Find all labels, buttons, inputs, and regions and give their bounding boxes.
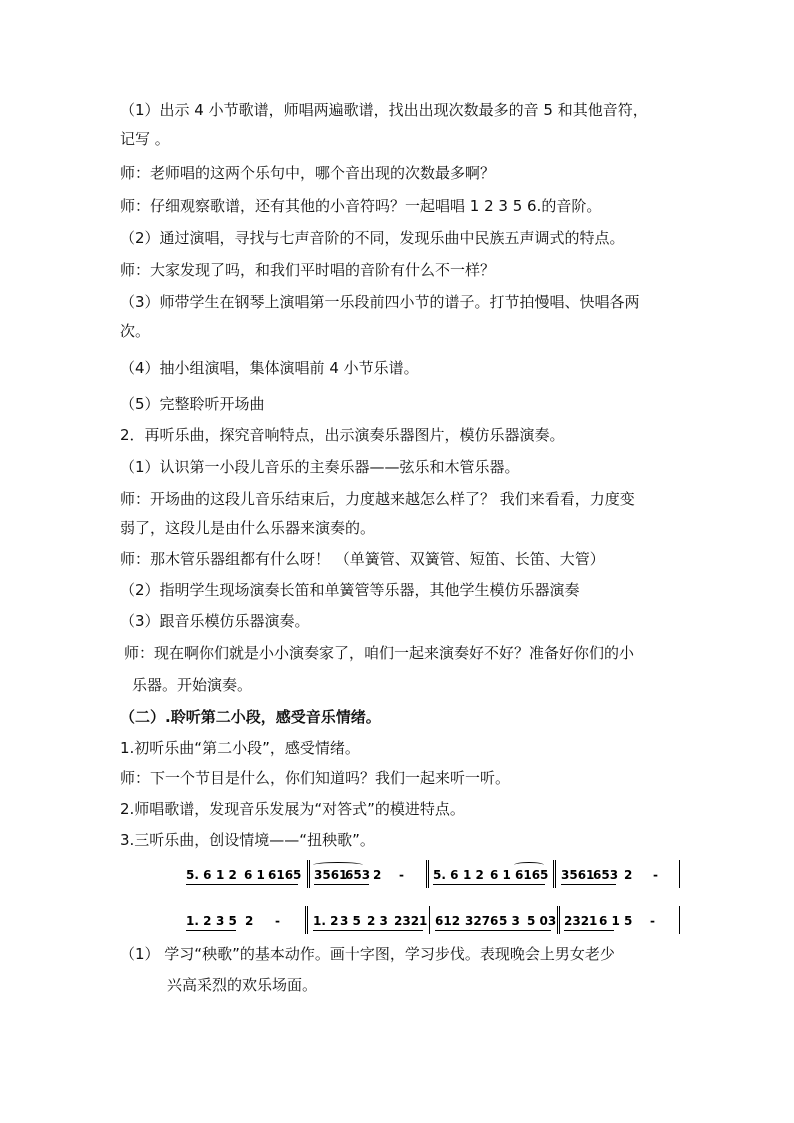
barline [679,906,680,934]
score-note: 6 1 [599,914,620,928]
score-note: 1. 2 [313,914,339,928]
score-note: 2 [624,868,633,882]
score-note: 1 2 [463,868,484,882]
score-note: - [650,914,655,928]
score-note: 3 5 [216,914,237,928]
double-barline [305,906,308,934]
score-note: 5. 6 [433,868,459,882]
paragraph-line: 2.师唱歌谱，发现音乐发展为“对答式”的模进特点。 [120,800,465,818]
score-note: 5 [624,914,633,928]
paragraph-line: （4）抽小组演唱，集体演唱前 4 小节乐谱。 [120,359,419,377]
score-note: 6 1 [244,868,265,882]
note-underline [314,884,369,885]
score-row-2 [183,906,683,938]
score-note: 5 3 [499,914,520,928]
score-note: 1 2 [216,868,237,882]
paragraph-line: （2）指明学生现场演奏长笛和单簧管等乐器，其他学生模仿乐器演奏 [120,581,580,599]
paragraph-line: 师：那木管乐器组都有什么呀！ （单簧管、双簧管、短笛、长笛、大管） [120,550,605,568]
paragraph-line: （3）师带学生在钢琴上演唱第一乐段前四小节的谱子。打节拍慢唱、快唱各两 [120,293,640,311]
paragraph-line: 师：大家发现了吗，和我们平时唱的音阶有什么不一样？ [120,261,496,279]
paragraph-line: 1.初听乐曲“第二小段”，感受情绪。 [120,739,360,757]
score-note: 3561 [314,868,348,882]
note-underline [186,930,236,931]
note-underline [561,884,616,885]
score-note: 2321 [564,914,598,928]
double-barline [557,906,560,934]
paragraph-line: 兴高采烈的欢乐场面。 [167,976,318,994]
note-underline [433,884,545,885]
double-barline [307,860,310,888]
score-note: 3 5 [340,914,361,928]
score-note: 6165 [268,868,302,882]
paragraph-line: 弱了，这段儿是由什么乐器来演奏的。 [120,519,376,537]
paragraph-line: 2．再听乐曲，探究音响特点，出示演奏乐器图片，模仿乐器演奏。 [120,426,565,444]
score-note: 2321 [394,914,428,928]
score-note: 3276 [465,914,499,928]
paragraph-line: 师：开场曲的这段儿音乐结束后，力度越来越怎么样了？ 我们来看看，力度变 [120,490,635,508]
paragraph-line: 3.三听乐曲，创设情境——“扭秧歌”。 [120,831,375,849]
score-note: 612 [435,914,461,928]
note-underline [435,930,551,931]
paragraph-line: 师：下一个节目是什么，你们知道吗？我们一起来听一听。 [120,769,511,787]
paragraph-line: （5）完整聆听开场曲 [120,395,265,413]
paragraph-line: 记写 。 [120,130,170,148]
paragraph-line: 师：老师唱的这两个乐句中，哪个音出现的次数最多啊？ [120,164,496,182]
score-note: 5. 6 [186,868,212,882]
note-underline [564,930,614,931]
score-note: 653 [593,868,619,882]
score-note: 2 [245,914,254,928]
score-note: 5 03 [527,914,557,928]
paragraph-line: （2）通过演唱，寻找与七声音阶的不同，发现乐曲中民族五声调式的特点。 [120,229,625,247]
score-note: - [275,914,280,928]
paragraph-line: 师：现在啊你们就是小小演奏家了，咱们一起来演奏好不好？准备好你们的小 [124,644,635,662]
score-note: 2 [373,868,382,882]
paragraph-line: 次。 [120,322,151,340]
paragraph-line: （3）跟音乐模仿乐器演奏。 [120,612,310,630]
score-note: 2 3 [367,914,388,928]
paragraph-line: 乐器。开始演奏。 [132,676,253,694]
paragraph-line: （1） 学习“秧歌”的基本动作。画十字图，学习步伐。表现晚会上男女老少 [120,945,615,963]
score-note: 3561 [561,868,595,882]
score-row-1 [183,860,683,892]
score-note: 6165 [515,868,549,882]
paragraph-line: （1）出示 4 小节歌谱，师唱两遍歌谱，找出出现次数最多的音 5 和其他音符， [120,101,648,119]
score-note: 6 1 [490,868,511,882]
score-note: 653 [345,868,371,882]
score-note: - [399,868,404,882]
double-barline [553,860,556,888]
score-note: 1. 2 [186,914,212,928]
section-heading: （二）.聆听第二小段，感受音乐情绪。 [120,708,381,726]
score-note: - [653,868,658,882]
double-barline [426,860,429,888]
paragraph-line: 师：仔细观察歌谱，还有其他的小音符吗？一起唱唱 1 2 3 5 6.的音阶。 [120,197,602,215]
note-underline [313,930,423,931]
barline [679,860,680,888]
note-underline [186,884,298,885]
paragraph-line: （1）认识第一小段儿音乐的主奏乐器——弦乐和木管乐器。 [120,458,520,476]
barline [429,906,430,934]
